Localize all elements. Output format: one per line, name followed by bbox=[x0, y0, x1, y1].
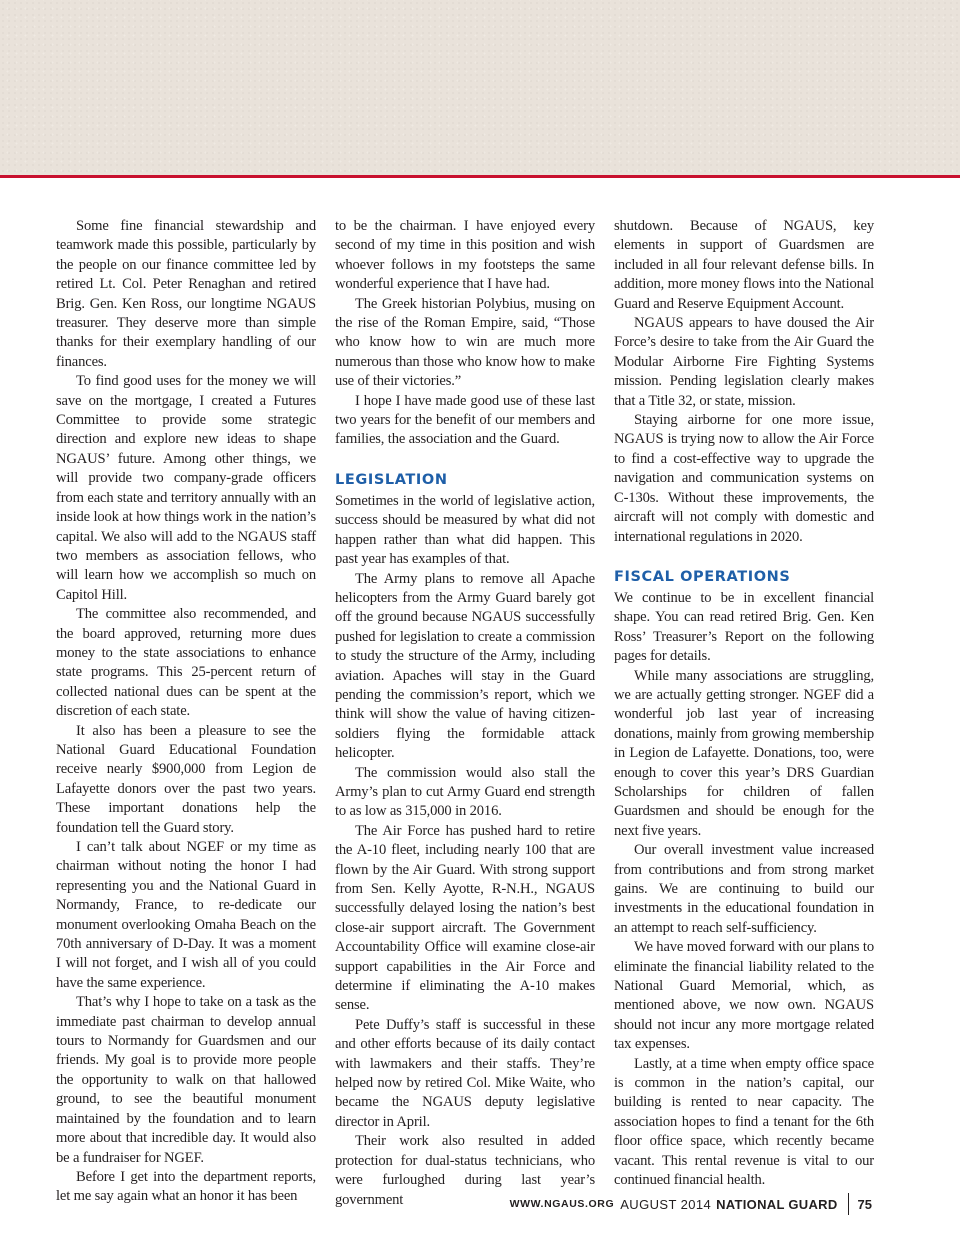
paragraph: While many associations are struggling, we are actually getting stronger. NGEF did a wonderful job last year of increasing donations, mainly from growing membership in Legion de Lafayette. Donations, too, were enough to cover this year’s DRS Guardian Scholarships for children of fallen Guardsmen and should be enough for the next five years. bbox=[614, 667, 874, 839]
paragraph: It also has been a pleasure to see the National Guard Educational Foundation receive nearly $900,000 from Legion de Lafayette donors over the past two years. These important donations help the foundation tell the Guard story. bbox=[56, 722, 316, 836]
paragraph: Their work also resulted in added protection for dual-status technicians, who were furloughed during last year’s government bbox=[335, 1133, 595, 1208]
paragraph: We continue to be in excellent financial shape. You can read retired Brig. Gen. Ken Ross’ Treasurer’s Report on the following pages for details. bbox=[614, 589, 874, 665]
paragraph: to be the chairman. I have enjoyed every second of my time in this position and wish whoever follows in my footsteps the same wonderful experience that I have had. bbox=[335, 218, 595, 293]
paragraph: Our overall investment value increased from contributions and from strong market gains. We are continuing to build our investments in the educational foundation in an attempt to reach self-sufficiency. bbox=[614, 842, 874, 936]
page-number: 75 bbox=[857, 1196, 872, 1212]
paragraph: The Air Force has pushed hard to retire the A-10 fleet, including nearly 100 that are flown by the Air Guard. With strong support from Sen. Kelly Ayotte, R-N.H., NGAUS successfully delayed losing the nation’s best close-air support aircraft. The Government Accountability Office will examine close-air support capabilities in the Air Force and determine if eliminating the A-10 makes sense. bbox=[335, 822, 595, 1014]
footer-url: WWW.NGAUS.ORG bbox=[509, 1198, 615, 1210]
text-column-2 bbox=[335, 217, 595, 1210]
paragraph: Some fine financial stewardship and teamwork made this possible, particularly by the people on our finance committee led by retired Lt. Col. Peter Renaghan and retired Brig. Gen. Ken Ross, our longtime NGAUS treasurer. They deserve more than simple thanks for their exemplary handling of our finances. bbox=[56, 218, 316, 370]
paragraph: That’s why I hope to take on a task as the immediate past chairman to develop annual tours to Normandy for Guardsmen and our friends. My goal is to provide more people the opportunity to walk on that hallowed ground, to see the beautiful monument maintained by the foundation and to learn more about that incredible day. It would also be a fundraiser for NGEF. bbox=[56, 994, 316, 1166]
paragraph: Lastly, at a time when empty office space is common in the nation’s capital, our building is rented to near capacity. The association hopes to find a tenant for the 6th floor office space, which recently became vacant. This rental revenue is vital to our continued financial health. bbox=[614, 1055, 874, 1189]
footer-divider bbox=[848, 1193, 849, 1215]
paragraph: I can’t talk about NGEF or my time as chairman without noting the honor I had representing you and the National Guard in Normandy, France, to re-dedicate our monument overlooking Omaha Beach on the 70th anniversary of D-Day. It was a moment I will not forget, and I wish all of you could have the same experience. bbox=[56, 839, 316, 991]
section-heading: FISCAL OPERATIONS bbox=[614, 568, 791, 585]
header-image-band bbox=[0, 0, 960, 175]
paragraph: The Army plans to remove all Apache helicopters from the Army Guard barely got off the ground because NGAUS successfully pushed for legislation to create a commission to study the structure of the Army, including aviation. Apaches will stay in the Guard pending the commission’s report, which we think will show the value of having citizen-soldiers flying the formidable attack helicopter. bbox=[335, 570, 595, 762]
paragraph: To find good uses for the money we will save on the mortgage, I created a Futures Committee to provide some strategic direction and explore new ideas to shape NGAUS’ future. Among other things, we will provide two company-grade officers from each state and territory annually with an inside look at how things work in the nation’s capital. We also will add to the NGAUS staff two members as association fellows, who will learn how we accomplish so much on Capitol Hill. bbox=[56, 373, 316, 603]
page-footer bbox=[510, 1193, 872, 1215]
paragraph: NGAUS appears to have doused the Air Force’s desire to take from the Air Guard the Modular Airborne Fire Fighting Systems mission. Pending legislation clearly makes that a Title 32, or state, mission. bbox=[614, 315, 874, 409]
section-heading: LEGISLATION bbox=[335, 471, 448, 488]
text-column-3 bbox=[614, 217, 874, 1191]
header-divider-rule bbox=[0, 175, 960, 178]
paragraph: shutdown. Because of NGAUS, key elements in support of Guardsmen are included in all four relevant defense bills. In addition, more money flows into the National Guard and Reserve Equipment Account. bbox=[614, 218, 874, 312]
paragraph: We have moved forward with our plans to eliminate the financial liability related to the National Guard Memorial, which, as mentioned above, we now own. NGAUS should not incur any more mortgage related tax expenses. bbox=[614, 939, 874, 1053]
footer-magazine-title: NATIONAL GUARD bbox=[716, 1196, 838, 1212]
paragraph: Sometimes in the world of legislative action, success should be measured by what did not happen rather than what did happen. This past year has examples of that. bbox=[335, 492, 595, 568]
text-column-1 bbox=[56, 217, 316, 1207]
paragraph: The commission would also stall the Army’s plan to cut Army Guard end strength to as low as 315,000 in 2016. bbox=[335, 764, 595, 820]
paragraph: Pete Duffy’s staff is successful in these and other efforts because of its daily contact with lawmakers and their staffs. They’re helped now by retired Col. Mike Waite, who became the NGAUS deputy legislative director in April. bbox=[335, 1016, 595, 1130]
paragraph: Before I get into the department reports, let me say again what an honor it has been bbox=[56, 1168, 316, 1205]
paragraph: I hope I have made good use of these last two years for the benefit of our members and families, the association and the Guard. bbox=[335, 392, 595, 448]
paragraph: The Greek historian Polybius, musing on the rise of the Roman Empire, said, “Those who know how to win are much more numerous than those who know how to make use of their victories.” bbox=[335, 295, 595, 390]
paragraph: Staying airborne for one more issue, NGAUS is trying now to allow the Air Force to find a cost-effective way to upgrade the navigation and communication systems on C-130s. Without these improvements, the aircraft will not comply with domestic and international regulations in 2020. bbox=[614, 412, 874, 545]
paragraph: The committee also recommended, and the board approved, returning more dues money to the state associations to enhance state programs. This 25-percent return of collected national dues can be spent at the discretion of each state. bbox=[56, 606, 316, 720]
footer-issue-date: AUGUST 2014 bbox=[620, 1196, 712, 1212]
